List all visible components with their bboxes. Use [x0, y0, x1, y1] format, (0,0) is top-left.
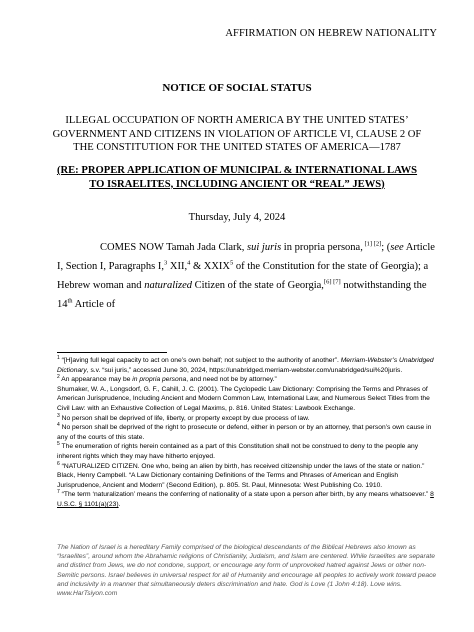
- footnote-source-title: Merriam-Webster’s Unabridged Dictionary: [57, 357, 434, 374]
- footnote-1: [57, 356, 440, 375]
- footnote-number: 2: [57, 373, 60, 380]
- footnote-separator: [57, 352, 167, 353]
- footnote-text: The enumeration of rights herein contained as a part of this Constitution shall not be construed to deny to the people any inherent rights which they may have hitherto enjoyed.: [57, 443, 419, 460]
- footnote-text: .: [118, 500, 121, 508]
- body-text-segment: & XXIX: [190, 261, 231, 272]
- footnote-ref-4[interactable]: 4: [187, 259, 191, 267]
- subject-line-1: ILLEGAL OCCUPATION OF NORTH AMERICA BY THE UNITED STATES’: [65, 115, 409, 126]
- subject-line-2: GOVERNMENT AND CITIZENS IN VIOLATION OF ARTICLE VI, CLAUSE 2 OF: [52, 128, 422, 140]
- subject-line-3: THE CONSTITUTION FOR THE UNITED STATES OF AMERICA—1787: [73, 142, 401, 153]
- footnote-3: [57, 414, 440, 424]
- body-text-segment: of the Constitution for the state of Georgia); a Hebrew woman and: [57, 261, 429, 291]
- footnote-number: 6: [57, 460, 60, 467]
- footnotes-section: [57, 356, 440, 510]
- footnote-text: , and need not be by attorney.”: [186, 376, 277, 384]
- footnote-text: No person shall be deprived of the right to prosecute or defend, either in person or by an attorney, that person’s own cause in any of the courts of this state.: [57, 424, 432, 441]
- see-term: see: [390, 242, 404, 253]
- footnote-4: [57, 423, 440, 442]
- footnote-2-citation: Shumaker, W. A., Longsdorf, G. F., Cahill, J. C. (2001). The Cyclopedic Law Dictionary: Comprising the Terms and Phrases of American Jurisprudence, Including Ancient and Modern Common Law, International Law, and Numerous Select Titles from the Civil Law: with an Exhaustive Collection of Legal Maxims, p. 816. United States: Lawbook Exchange.: [57, 385, 430, 412]
- document-date: Thursday, July 4, 2024: [188, 212, 286, 223]
- subject-heading: [40, 114, 434, 155]
- body-paragraph: [57, 238, 437, 314]
- footnote-text: No person shall be deprived of life, liberty, or property except by due process of law.: [59, 414, 310, 422]
- body-text-segment: Article I, Section I, Paragraphs I,: [57, 242, 435, 272]
- bottom-disclaimer: The Nation of Israel is a hereditary Family comprised of the biological descendants of the Biblical Hebrews also known as “Israelites”, around whom the Abrahamic religions of Christianity, Judaism, and Islam are centered. While Israelites are separate and distinct from Jews, we do not condone, support, or encourage any form of unprovoked hatred against Jews or other non-Semitic persons. Israel believes in universal respect for all of Humanity and encourage all peoples to actively work toward peace and inclusivity in a manner that simultaneously deters discrimination and hate. God is Love (1 John 4:18). Love wins. www.HarTsiyon.com: [57, 544, 437, 598]
- body-text-segment: ; (: [381, 242, 391, 253]
- re-line-2: TO ISRAELITES, INCLUDING ANCIENT OR “REAL” JEWS): [89, 178, 385, 190]
- footnote-2: [57, 375, 440, 385]
- footnote-6: [57, 462, 440, 491]
- footnote-number: 7: [57, 489, 60, 496]
- footnote-ref-1-2[interactable]: [1] [2]: [362, 240, 382, 248]
- footnote-text: “NATURALIZED CITIZEN. One who, being an alien by birth, has received citizenship under the laws of the state or nation.” Black, Henry Campbell. “A Law Dictionary containing Definitions of the Terms and Phrases of American and English Jurisprudence, Ancient and Modern” (Second Edition), p. 805. St. Paul, Minnesota: West Publishing Co. 1910.: [57, 462, 425, 489]
- footnote-ref-5[interactable]: 5: [230, 259, 234, 267]
- footnote-text: An appearance may be: [59, 376, 133, 384]
- usc-citation-link[interactable]: 8 U.S.C. § 1101(a)(23): [57, 491, 434, 508]
- body-text-segment: notwithstanding the 14: [57, 280, 427, 310]
- footnote-5: [57, 442, 440, 461]
- re-heading: [40, 164, 434, 191]
- body-text-segment: Citizen of the state of Georgia,: [192, 280, 324, 291]
- body-text-segment: XII,: [167, 261, 188, 272]
- footnote-number: 4: [57, 421, 60, 428]
- ordinal-suffix: th: [67, 297, 73, 305]
- footnote-ref-6-7[interactable]: [6] [7]: [323, 278, 341, 286]
- body-text-segment: Article of: [72, 299, 116, 310]
- footnote-7: [57, 490, 440, 509]
- sui-juris-term: sui juris: [247, 242, 282, 253]
- footnote-number: 1: [57, 354, 60, 361]
- footnote-text: , s.v. “sui juris,” accessed June 30, 2024, https://unabridged.merriam-webster.com/unabridged/sui%20juris.: [86, 366, 403, 374]
- footnote-number: 3: [57, 412, 60, 419]
- naturalized-term: naturalized: [144, 280, 193, 291]
- body-text-segment: in propria persona,: [281, 242, 363, 253]
- footnote-text: “The term ‘naturalization’ means the conferring of nationality of a state upon a person after birth, by any means whatsoever.”: [59, 491, 431, 499]
- page-header: AFFIRMATION ON HEBREW NATIONALITY: [225, 28, 437, 39]
- footnote-text: “[H]aving full legal capacity to act on one’s own behalf; not subject to the authority of another”.: [59, 357, 341, 364]
- notice-title: NOTICE OF SOCIAL STATUS: [162, 82, 312, 94]
- footnote-italic-term: in propria persona: [132, 376, 187, 384]
- body-text-segment: COMES NOW Tamah Jada Clark,: [100, 242, 248, 253]
- re-line-1: (RE: PROPER APPLICATION OF MUNICIPAL & INTERNATIONAL LAWS: [56, 165, 418, 176]
- footnote-number: 5: [57, 441, 60, 448]
- footnote-ref-3[interactable]: 3: [164, 259, 168, 267]
